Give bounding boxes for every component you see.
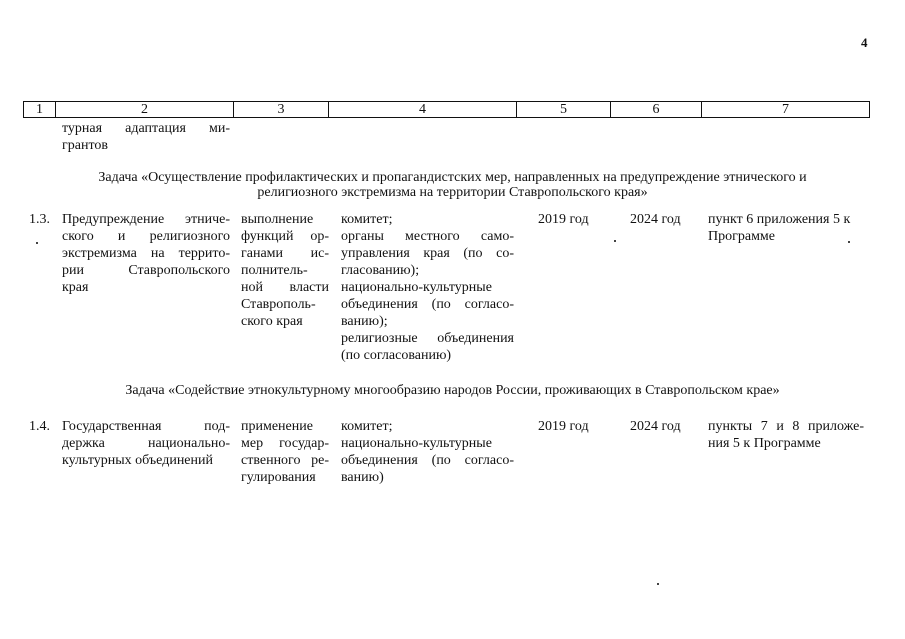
row-1-4-method-line: ственного ре- xyxy=(241,453,329,468)
row-1-4-name-line: Государственная под- xyxy=(62,419,230,434)
row-1-3-reference-line: пункт 6 приложения 5 к xyxy=(708,212,851,227)
row-1-3-name-line: экстремизма на террито- xyxy=(62,246,230,261)
column-header-7: 7 xyxy=(702,102,870,118)
row-1-4-reference xyxy=(708,418,864,452)
row-1-3-method-line: ского края xyxy=(241,314,303,329)
row-1-4-method xyxy=(241,418,329,486)
row-1-3-name-line: края xyxy=(62,280,89,295)
row-1-4-number: 1.4. xyxy=(29,419,50,434)
page-number: 4 xyxy=(861,35,868,50)
scan-speck xyxy=(36,242,38,244)
row-1-4-executors xyxy=(341,418,514,486)
row-1-3-method-line: ганами ис- xyxy=(241,246,329,261)
row-1-4-executors-line: ванию) xyxy=(341,470,384,485)
row-1-4-executors-line: комитет; xyxy=(341,419,393,434)
row-1-3-start-year: 2019 год xyxy=(538,212,589,227)
row-1-3-method-line: полнитель- xyxy=(241,263,308,278)
column-header-3: 3 xyxy=(234,102,329,118)
column-header-4: 4 xyxy=(329,102,517,118)
task-heading-2 xyxy=(0,383,905,398)
row-1-3-method-line: выполнение xyxy=(241,212,314,227)
row-1-3-reference-line: Программе xyxy=(708,229,775,244)
scan-speck xyxy=(614,240,616,242)
row-1-3-method-line: функций ор- xyxy=(241,229,329,244)
row-1-3-method-line: ной власти xyxy=(241,280,329,295)
column-header-1: 1 xyxy=(24,102,56,118)
column-header-row xyxy=(24,102,870,118)
row-1-3-executors-line: управления края (по со- xyxy=(341,246,514,261)
row-1-4-executors-line: объединения (по согласо- xyxy=(341,453,514,468)
row-1-3-method-line: Ставрополь- xyxy=(241,297,316,312)
row-1-4-name-line: держка национально- xyxy=(62,436,230,451)
continued-item-text xyxy=(62,120,230,154)
continued-item-line: грантов xyxy=(62,138,108,153)
row-1-4-reference-line: пункты 7 и 8 приложе- xyxy=(708,419,864,434)
row-1-3-executors-line: (по согласованию) xyxy=(341,348,452,363)
row-1-4-name xyxy=(62,418,230,469)
row-1-4-method-line: применение xyxy=(241,419,313,434)
row-1-3-name-line: Предупреждение этниче- xyxy=(62,212,230,227)
row-1-3-executors-line: религиозные объединения xyxy=(341,331,514,346)
row-1-4-end-year: 2024 год xyxy=(630,419,681,434)
row-1-3-executors-line: органы местного само- xyxy=(341,229,514,244)
row-1-3-name-line: ского и религиозного xyxy=(62,229,230,244)
row-1-3-executors-line: гласованию); xyxy=(341,263,420,278)
task-heading-1 xyxy=(0,170,905,200)
row-1-3-executors xyxy=(341,211,514,364)
row-1-4-name-line: культурных объединений xyxy=(62,453,213,468)
row-1-3-name xyxy=(62,211,230,296)
row-1-3-executors-line: национально-культурные xyxy=(341,280,492,295)
column-header-2: 2 xyxy=(56,102,234,118)
row-1-4-reference-line: ния 5 к Программе xyxy=(708,436,821,451)
scan-speck xyxy=(848,241,850,243)
row-1-4-method-line: мер государ- xyxy=(241,436,329,451)
row-1-3-reference xyxy=(708,211,864,245)
continued-item-line: турная адаптация ми- xyxy=(62,121,230,136)
column-header-5: 5 xyxy=(517,102,611,118)
task-heading-1-line-1: Задача «Осуществление профилактических и пропагандистских мер, направленных на предупреждение этнического и xyxy=(98,170,807,185)
task-heading-2-line: Задача «Содействие этнокультурному многообразию народов России, проживающих в Ставропольском крае» xyxy=(125,383,780,398)
row-1-3-end-year: 2024 год xyxy=(630,212,681,227)
task-heading-1-line-2: религиозного экстремизма на территории Ставропольского края» xyxy=(257,185,648,200)
row-1-3-method xyxy=(241,211,329,330)
row-1-4-executors-line: национально-культурные xyxy=(341,436,492,451)
row-1-4-start-year: 2019 год xyxy=(538,419,589,434)
row-1-3-executors-line: комитет; xyxy=(341,212,393,227)
column-header-6: 6 xyxy=(611,102,702,118)
row-1-3-name-line: рии Ставропольского xyxy=(62,263,230,278)
row-1-3-number: 1.3. xyxy=(29,212,50,227)
row-1-3-executors-line: объединения (по согласо- xyxy=(341,297,514,312)
row-1-4-method-line: гулирования xyxy=(241,470,316,485)
scan-speck xyxy=(657,583,659,585)
row-1-3-executors-line: ванию); xyxy=(341,314,388,329)
column-header-table xyxy=(23,101,870,118)
